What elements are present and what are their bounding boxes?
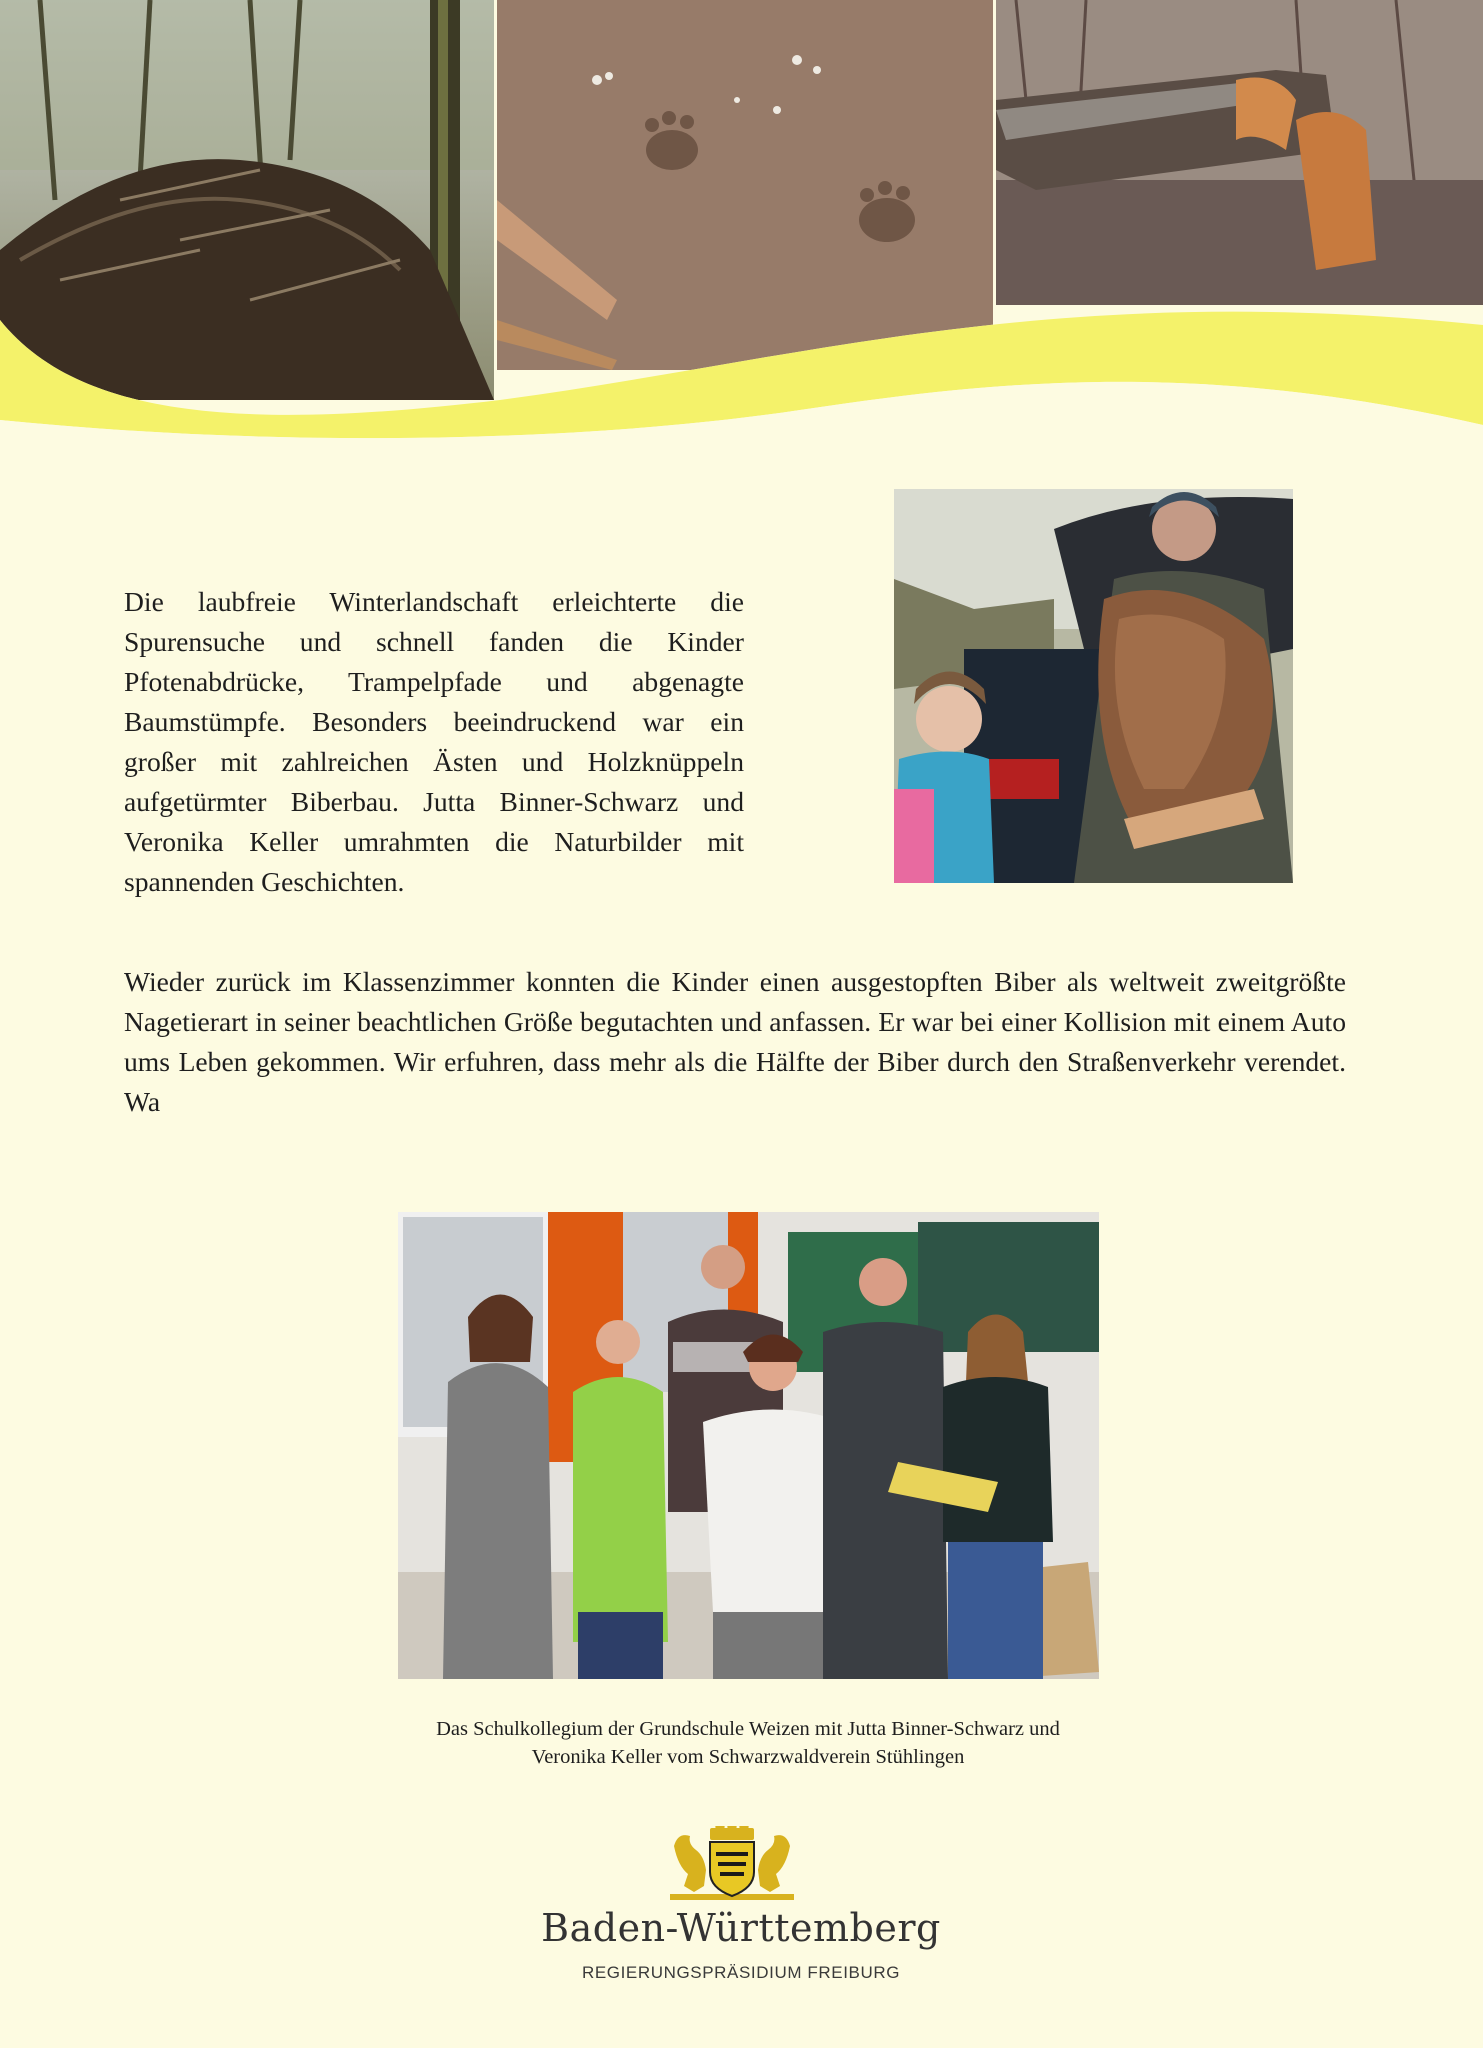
logo-name: Baden-Württemberg	[541, 1906, 941, 1950]
decorative-wave	[0, 0, 1483, 450]
photo-stuffed-beaver	[894, 489, 1293, 883]
photo-group-staff	[398, 1212, 1099, 1679]
coat-of-arms-icon	[670, 1826, 794, 1902]
intro-paragraph: Die laubfreie Winterlandschaft erleichterte die Spurensuche und schnell fanden die Kinder Pfotenabdrücke, Trampelpfade und abgenagte Baumstümpfe. Besonders beeindruckend war ein großer mit zahlreichen Ästen und Holzknüppeln aufgetürmter Biberbau. Jutta Binner-Schwarz und Veronika Keller umrahmten die Naturbilder mit spannenden Geschichten.	[124, 586, 744, 897]
classroom-paragraph: Wieder zurück im Klassenzimmer konnten die Kinder einen ausgestopften Biber als weltweit zweitgrößte Nagetierart in seiner beachtlichen Größe begutachten und anfassen. Er war bei einer Kollision mit einem Auto ums Leben gekommen. Wir erfuhren, dass mehr als die Hälfte der Biber durch den Straßenverkehr verendet. Wa	[124, 966, 1346, 1117]
group-photo-caption	[348, 1715, 1148, 1771]
caption-line-2: Veronika Keller vom Schwarzwaldverein Stühlingen	[531, 1746, 965, 1768]
caption-line-1: Das Schulkollegium der Grundschule Weizen mit Jutta Binner-Schwarz und	[436, 1718, 1060, 1740]
logo-subtitle: REGIERUNGSPRÄSIDIUM FREIBURG	[581, 1963, 901, 1982]
